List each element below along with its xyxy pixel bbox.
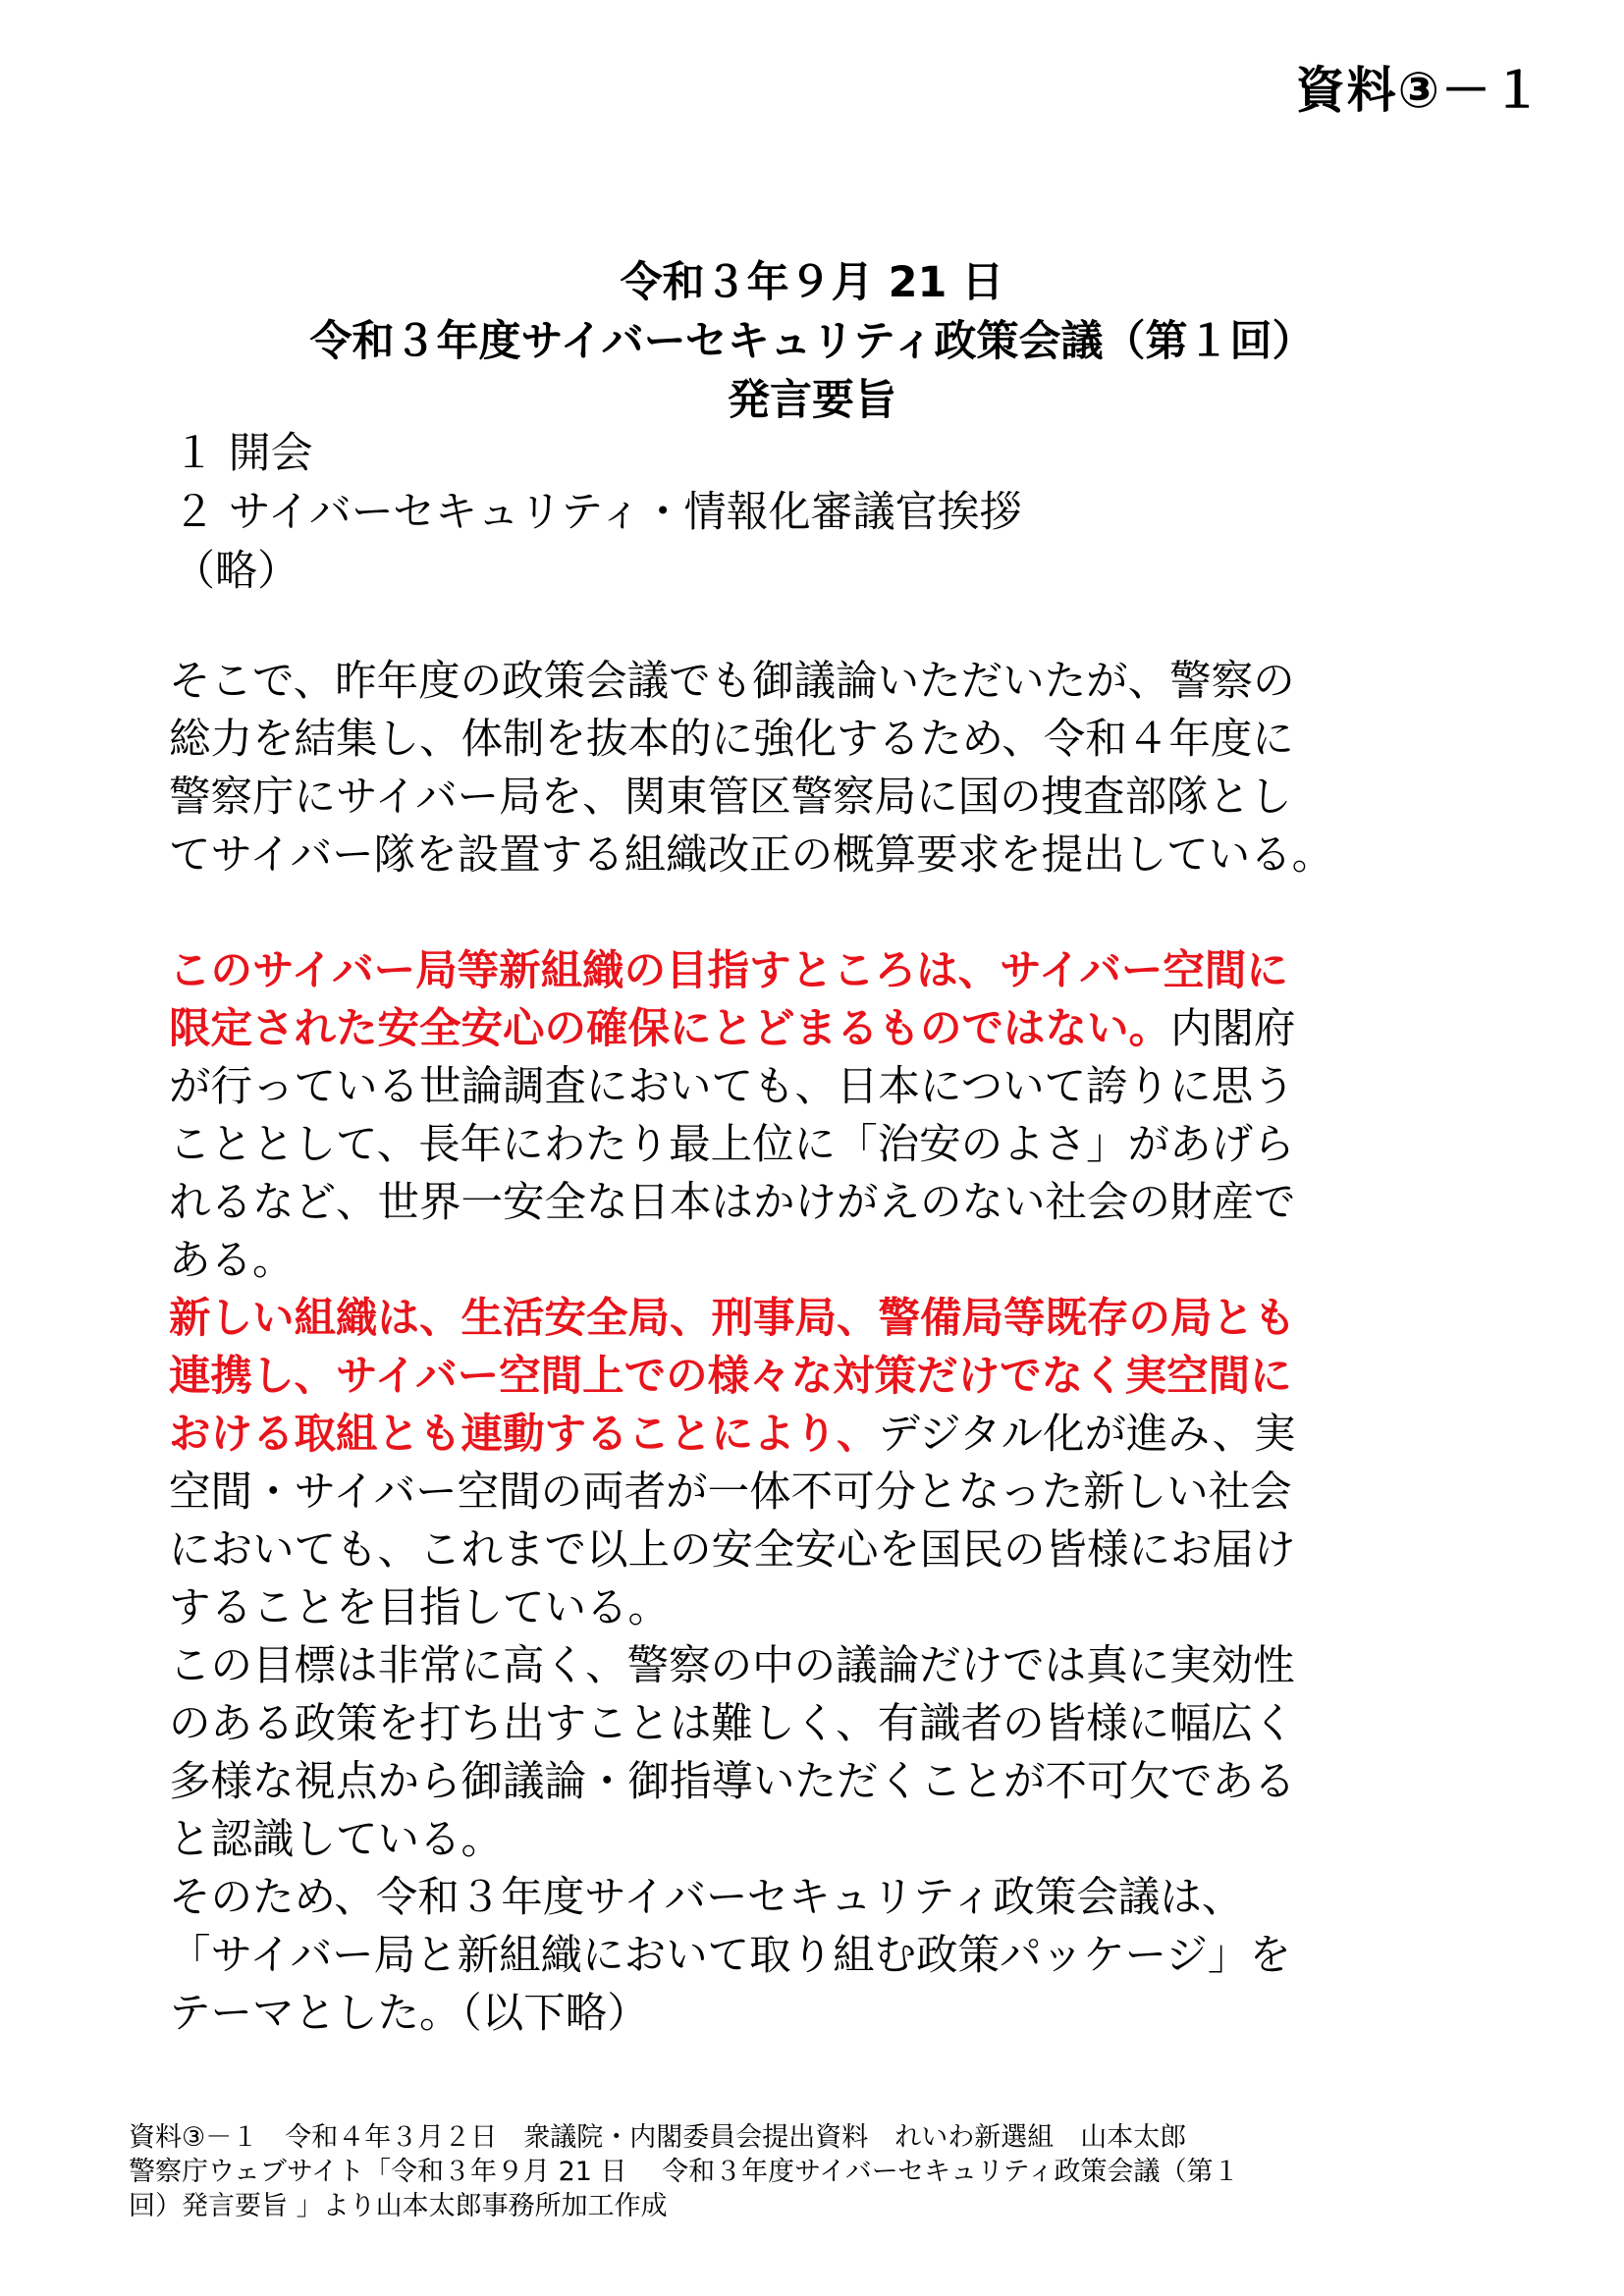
text-line: そこで、昨年度の政策会議でも御議論いただいたが、警察の	[169, 658, 1295, 706]
text-line: この目標は非常に高く、警察の中の議論だけでは真に実効性	[169, 1642, 1295, 1690]
text-line: と認識している。	[169, 1816, 504, 1864]
paragraph-organization-reform	[169, 653, 1465, 884]
agenda-item-opening: １ 開会	[173, 429, 313, 478]
agenda-omitted-note: （略）	[173, 547, 299, 596]
text-line: テーマとした。（以下略）	[169, 1990, 649, 2038]
document-subtitle: 発言要旨	[728, 376, 896, 425]
text-line: が行っている世論調査においても、日本について誇りに思う	[169, 1063, 1295, 1111]
meeting-title: 令和３年度サイバーセキュリティ政策会議（第１回）	[309, 317, 1315, 366]
paragraph-theme	[169, 1869, 1465, 2043]
text-line: 多様な視点から御議論・御指導いただくことが不可欠である	[169, 1758, 1296, 1806]
plain-text: デジタル化が進み、実	[878, 1411, 1296, 1459]
paragraph-collaboration	[169, 1290, 1465, 1637]
emphasis-text: 限定された安全安心の確保にとどまるものではない。	[169, 1005, 1171, 1053]
text-line: することを目指している。	[169, 1584, 671, 1632]
text-line: そのため、令和３年度サイバーセキュリティ政策会議は、	[169, 1874, 1244, 1922]
agenda-item-greeting: ２ サイバーセキュリティ・情報化審議官挨拶	[173, 488, 1022, 537]
footnote-line: 警察庁ウェブサイト「令和３年９月 21 日 令和３年度サイバーセキュリティ政策会議（第１	[129, 2157, 1240, 2187]
document-label: 資料③－１	[1295, 62, 1543, 119]
emphasis-line: 新しい組織は、生活安全局、刑事局、警備局等既存の局とも	[169, 1295, 1296, 1343]
source-footnote	[129, 2120, 1239, 2223]
text-line: てサイバー隊を設置する組織改正の概算要求を提出している。	[169, 831, 1334, 880]
meeting-date: 令和３年９月 21 日	[620, 258, 1004, 307]
text-line: こととして、長年にわたり最上位に「治安のよさ」があげら	[169, 1121, 1295, 1169]
text-line: 総力を結集し、体制を抜本的に強化するため、令和４年度に	[169, 716, 1294, 764]
agenda-list	[173, 424, 1022, 601]
speech-body	[169, 653, 1465, 2043]
text-line: ある。	[169, 1237, 295, 1285]
emphasis-line: このサイバー局等新組織の目指すところは、サイバー空間に	[169, 947, 1288, 995]
text-line	[169, 1406, 1465, 1464]
emphasis-line: 連携し、サイバー空間上での様々な対策だけでなく実空間に	[169, 1353, 1292, 1401]
text-line	[169, 1000, 1465, 1058]
text-line: れるなど、世界一安全な日本はかけがえのない社会の財産で	[169, 1179, 1296, 1227]
text-line: 「サイバー局と新組織において取り組む政策パッケージ」を	[169, 1932, 1291, 1980]
header-block	[0, 253, 1624, 430]
text-line: のある政策を打ち出すことは難しく、有識者の皆様に幅広く	[169, 1700, 1295, 1748]
footnote-line: 回）発言要旨 」より山本太郎事務所加工作成	[129, 2191, 668, 2221]
text-line: においても、これまで以上の安全安心を国民の皆様にお届け	[169, 1526, 1296, 1575]
text-line: 空間・サイバー空間の両者が一体不可分となった新しい社会	[169, 1468, 1292, 1517]
footnote-line: 資料③－１ 令和４年３月２日 衆議院・内閣委員会提出資料 れいわ新選組 山本太郎	[129, 2122, 1187, 2153]
text-line: 警察庁にサイバー局を、関東管区警察局に国の捜査部隊とし	[169, 774, 1292, 822]
paragraph-expert-input	[169, 1637, 1465, 1869]
plain-text: 内閣府	[1170, 1005, 1296, 1053]
paragraph-new-organization-goal	[169, 942, 1465, 1290]
emphasis-text: おける取組とも連動することにより、	[169, 1411, 879, 1459]
